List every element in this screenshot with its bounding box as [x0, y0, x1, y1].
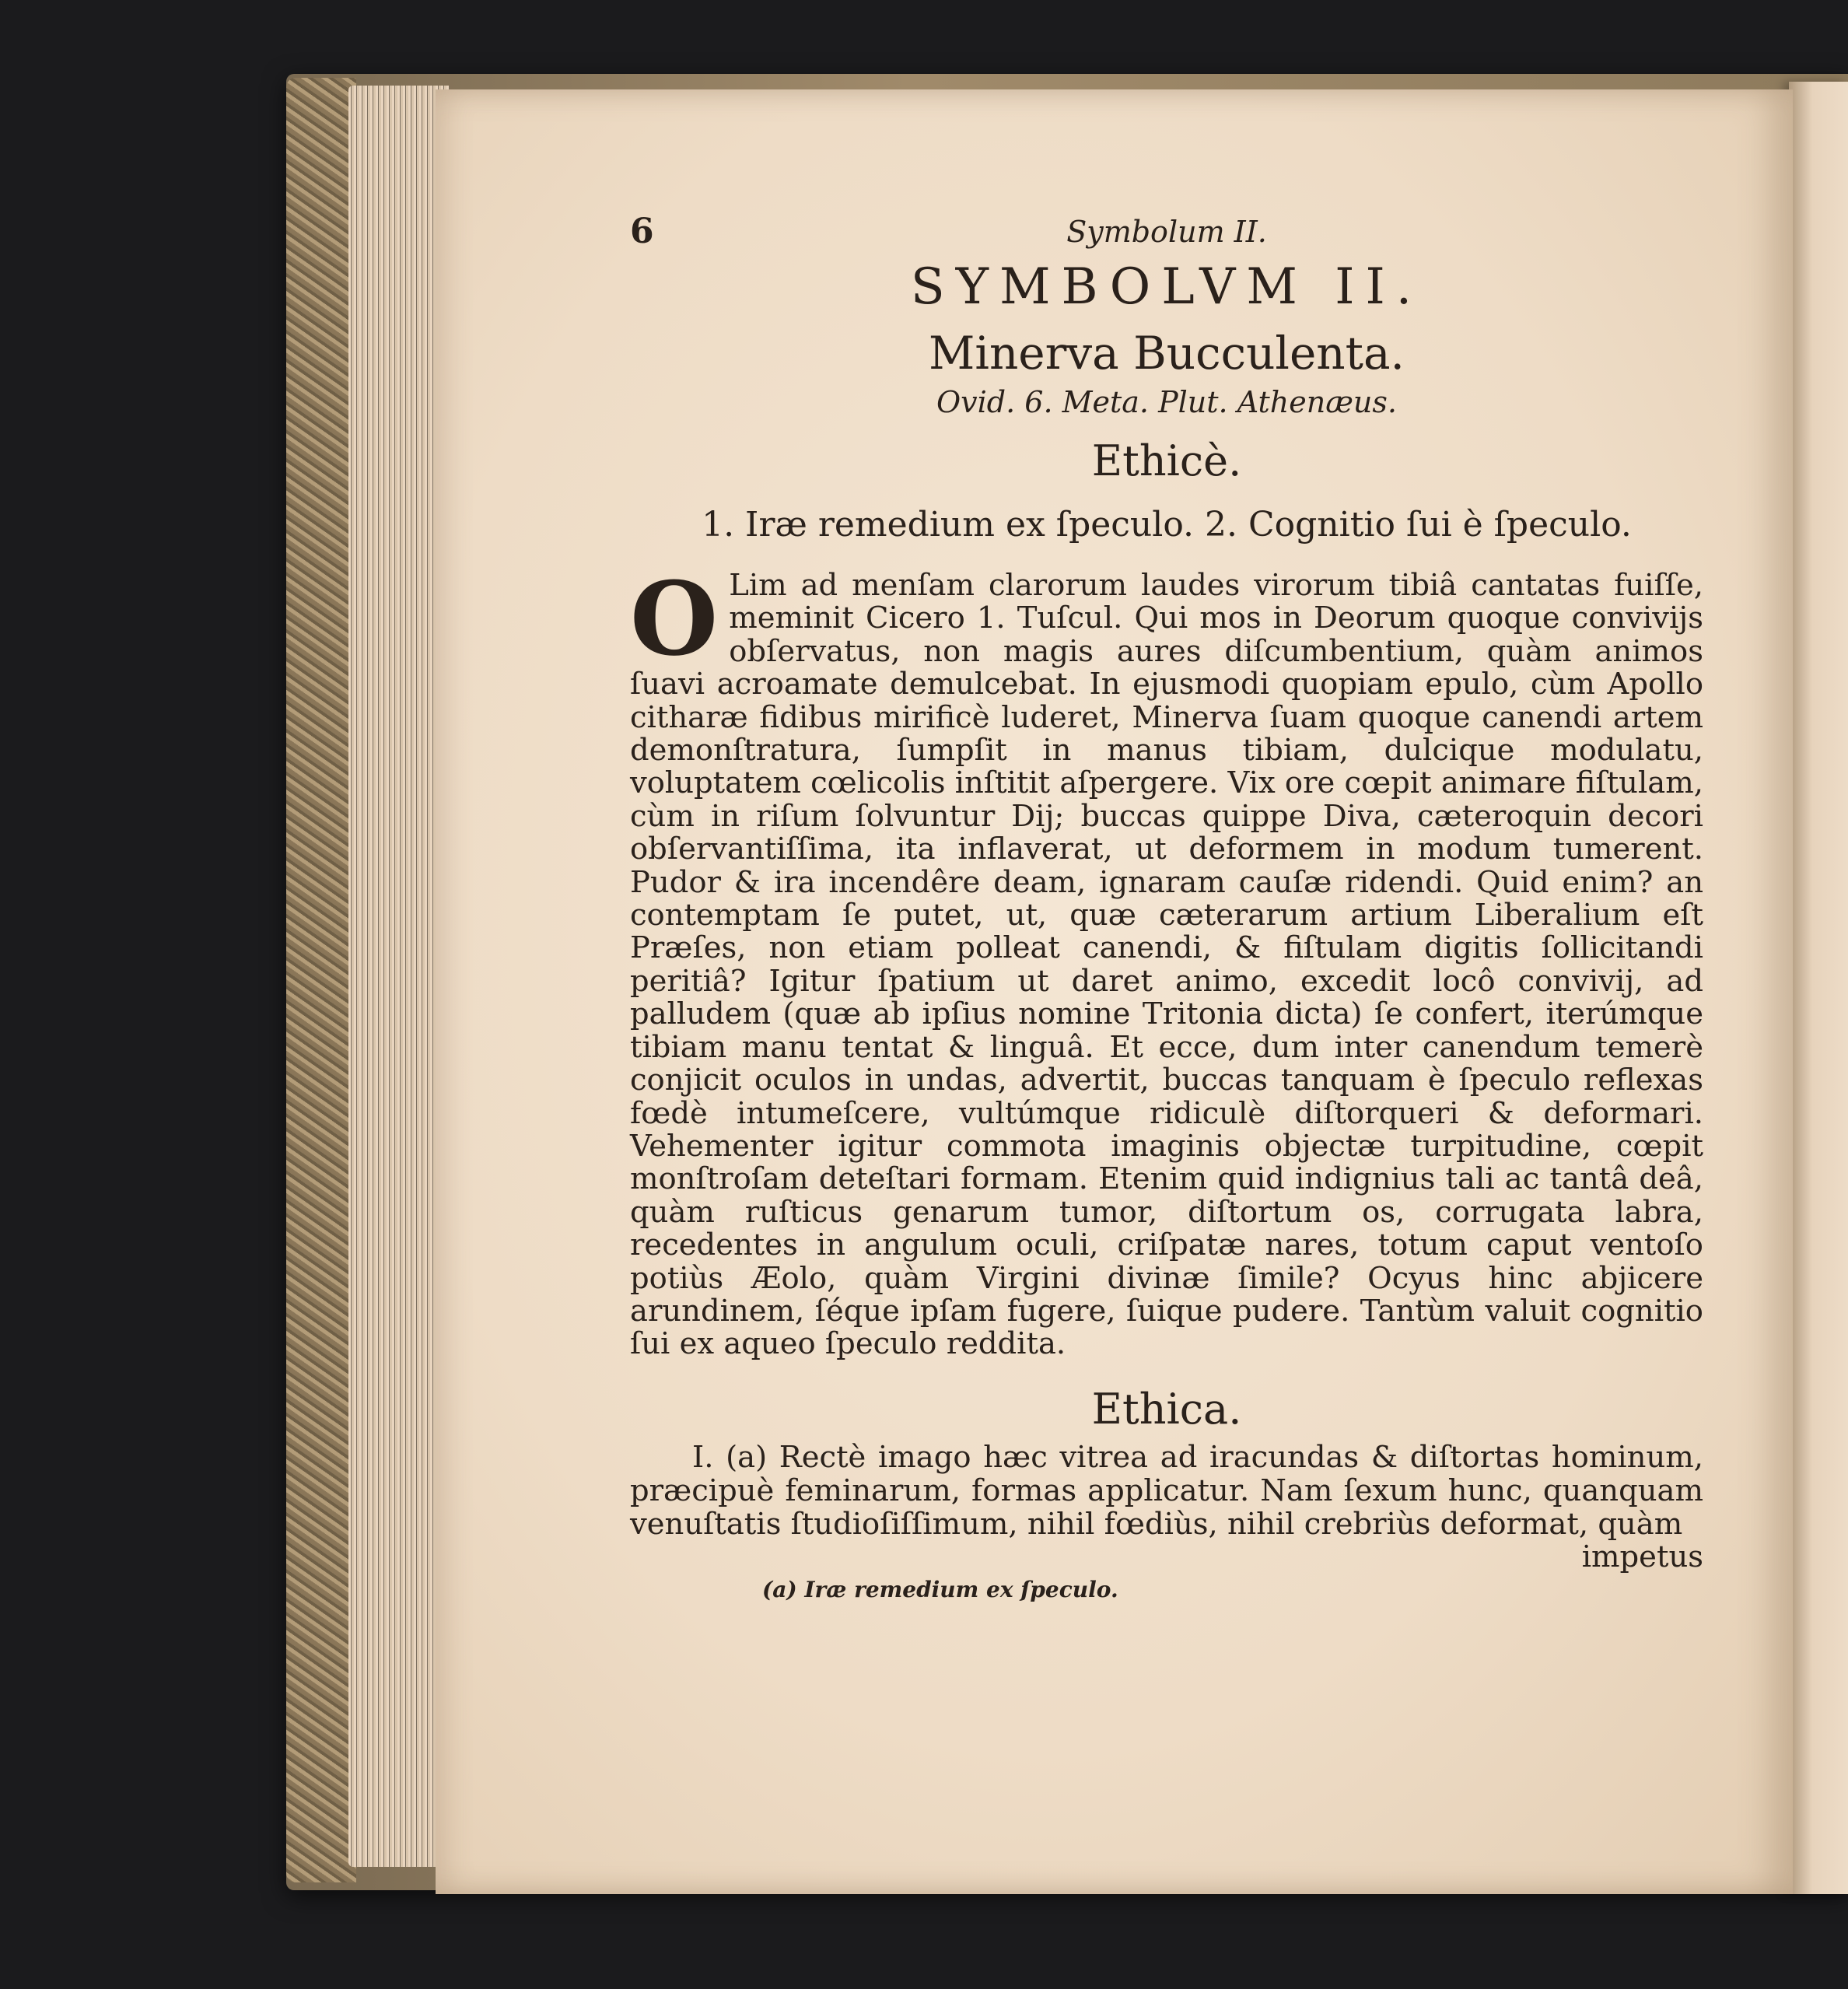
- page-title: SYMBOLVM II.: [910, 258, 1423, 316]
- next-page-edge: [1789, 82, 1848, 1894]
- body-text: Lim ad menſam clarorum laudes virorum tibiâ cantatas fuiſſe, meminit Cicero 1. Tuſcul. Qui mos in Deorum quoque convivijs obſervatus, non magis aures diſcumbentium, quàm animos ſuavi acroamate demulcebat. In ejusmodi quopiam epulo, cùm Apollo citharæ fidibus mirificè luderet, Minerva ſuam quoque canendi artem demonſtratura, ſumpſit in manus tibiam, dulcique modulatu, voluptatem cœlicolis inſtitit aſpergere. Vix ore cœpit animare fiſtulam, cùm in riſum ſolvuntur Dij; buccas quippe Diva, cæteroquin decori obſervantiſſima, ita inflaverat, ut deformem in modum tumerent. Pudor & ira incendêre deam, ignaram cauſæ ridendi. Quid enim? an contemptam ſe putet, ut, quæ cæterarum artium Liberalium eſt Præſes, non etiam polleat canendi, & fiſtulam digitis ſollicitandi peritiâ? Igitur ſpatium ut daret animo, excedit locô convivij, ad palludem (quæ ab ipſius nomine Tritonia dicta) ſe confert, iterúmque tibiam manu tentat & linguâ. Et ecce, dum inter canendum temerè conjicit oculos in undas, advertit, buccas tanquam è ſpeculo reflexas fœdè intumeſcere, vultúmque ridiculè diſtorqueri & deformari. Vehementer igitur commota imaginis objectæ turpitudine, cœpit monſtroſam deteſtari formam. Etenim quid indignius tali ac tantâ deâ, quàm ruſticus genarum tumor, diſtortum os, corrugata labra, recedentes in angulum oculi, criſpatæ nares, totum caput ventoſo potiùs Æolo, quàm Virgini divinæ ſimile? Ocyus hinc abjicere arundinem, ſéque ipſam fugere, ſuique pudere. Tantùm valuit cognitio ſui ex aqueo ſpeculo reddita.: [630, 568, 1703, 1362]
- ethica-paragraph: I. (a) Rectè imago hæc vitrea ad iracundas & diſtortas hominum, præcipuè feminarum, formas applicatur. Nam ſexum hunc, quanquam venuſtatis ſtudioſiſſimum, nihil fœdiùs, nihil crebriùs deformat, quàm: [630, 1439, 1703, 1542]
- cover-edge: [286, 78, 356, 1882]
- page-stack: [348, 86, 450, 1867]
- page-number: 6: [630, 212, 654, 251]
- page-text: [630, 210, 1703, 1602]
- drop-cap: O: [630, 559, 719, 678]
- page-header: [630, 210, 1703, 254]
- source-citation: Ovid. 6. Meta. Plut. Athenæus.: [936, 385, 1397, 419]
- catchword: impetus: [1581, 1539, 1703, 1574]
- running-head: Symbolum II.: [1066, 215, 1267, 249]
- section-heading-ethica: Ethica.: [1091, 1384, 1242, 1434]
- subtitle: Minerva Bucculenta.: [929, 327, 1405, 380]
- section-heading-ethice: Ethicè.: [1091, 436, 1242, 485]
- body-paragraph: [630, 559, 1703, 1362]
- footnote: (a) Iræ remedium ex ſpeculo.: [762, 1576, 1118, 1602]
- topics-line: 1. Iræ remedium ex ſpeculo. 2. Cognitio ſui è ſpeculo.: [702, 505, 1632, 545]
